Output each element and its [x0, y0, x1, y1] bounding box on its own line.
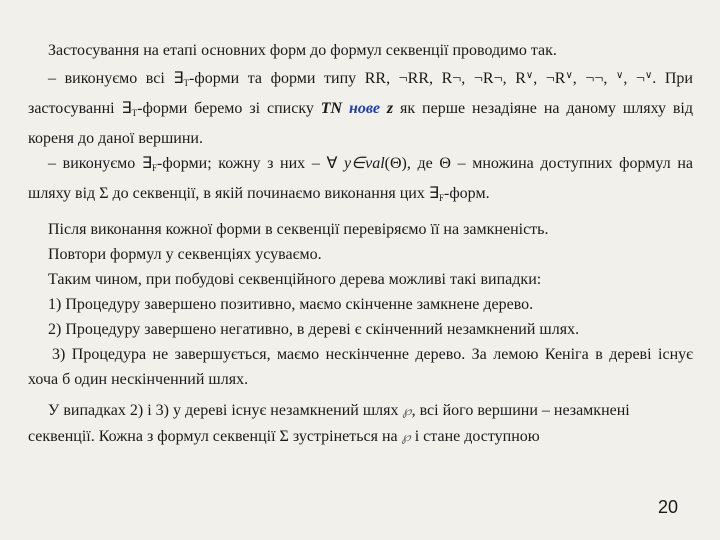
- paragraph-case-3: 3) Процедура не завершується, маємо нескінченне дерево. За лемою Кеніга в дереві існує хоча б один нескінченний шлях.: [28, 346, 693, 388]
- slide-body: [28, 38, 693, 450]
- superscript-or: ∨: [616, 70, 624, 81]
- text-run: У випадках 2) і 3) у дереві існує незамкнений шлях: [48, 402, 403, 419]
- text-run: , ¬: [623, 70, 645, 87]
- paragraph-repeats: Повтори формул у секвенціях усуваємо.: [48, 246, 322, 263]
- path-symbol: ℘: [401, 430, 411, 445]
- subscript-t: T: [131, 108, 138, 118]
- term-z: z: [386, 100, 394, 117]
- text-run: -форм.: [443, 185, 490, 202]
- text-run: і стане доступною: [410, 428, 540, 445]
- term-new: нове: [349, 100, 380, 117]
- text-run: -форми та форми типу RR, ¬RR, R¬, ¬R¬, R: [189, 70, 526, 87]
- paragraph-case-2: 2) Процедуру завершено негативно, в дереві є скінченний незамкнений шлях.: [48, 321, 580, 338]
- paragraph-exists-t: [28, 63, 693, 151]
- text-run: – виконуємо ∃: [48, 155, 153, 172]
- text-run: (Θ), де Θ – множина доступних формул на шляху від Σ до секвенції, в якій починаємо виконання цих ∃: [28, 155, 694, 202]
- paragraph-intro: Застосування на етапі основних форм до формул секвенції проводимо так.: [48, 42, 557, 59]
- text-run: -форми беремо зі списку: [137, 100, 321, 117]
- text-run: . При застосуванні ∃: [28, 70, 693, 117]
- path-symbol: ℘: [402, 404, 412, 419]
- term-tn: TN: [320, 100, 343, 117]
- paragraph-conclusion: [28, 398, 693, 450]
- text-run: -форми; кожну з них – ∀: [157, 155, 338, 172]
- text-run: , ¬¬,: [572, 70, 617, 87]
- superscript-or: ∨: [525, 70, 534, 81]
- paragraph-exists-f: [28, 151, 693, 211]
- paragraph-case-1: 1) Процедуру завершено позитивно, маємо скінченне замкнене дерево.: [48, 296, 534, 313]
- subscript-f: F: [438, 193, 444, 203]
- subscript-f: F: [152, 163, 158, 173]
- text-run: , всі його вершини – незамкнені секвенції. Кожна з формул секвенції Σ зустрінеться на: [28, 402, 630, 445]
- superscript-or: ∨: [565, 70, 573, 81]
- subscript-t: T: [183, 78, 190, 88]
- text-run: , ¬R: [533, 70, 566, 87]
- term-y-in-val: y∈val: [344, 155, 385, 172]
- page-number: 20: [657, 497, 678, 517]
- text-run: як перше незадіяне на даному шляху від кореня до даної вершини.: [28, 100, 694, 147]
- paragraph-cases-intro: Таким чином, при побудові секвенційного дерева можливі такі випадки:: [48, 271, 542, 288]
- superscript-or: ∨: [644, 70, 653, 81]
- text-run: – виконуємо всі ∃: [48, 70, 184, 87]
- paragraph-closure-check: Після виконання кожної форми в секвенції перевіряємо її на замкненість.: [48, 221, 549, 238]
